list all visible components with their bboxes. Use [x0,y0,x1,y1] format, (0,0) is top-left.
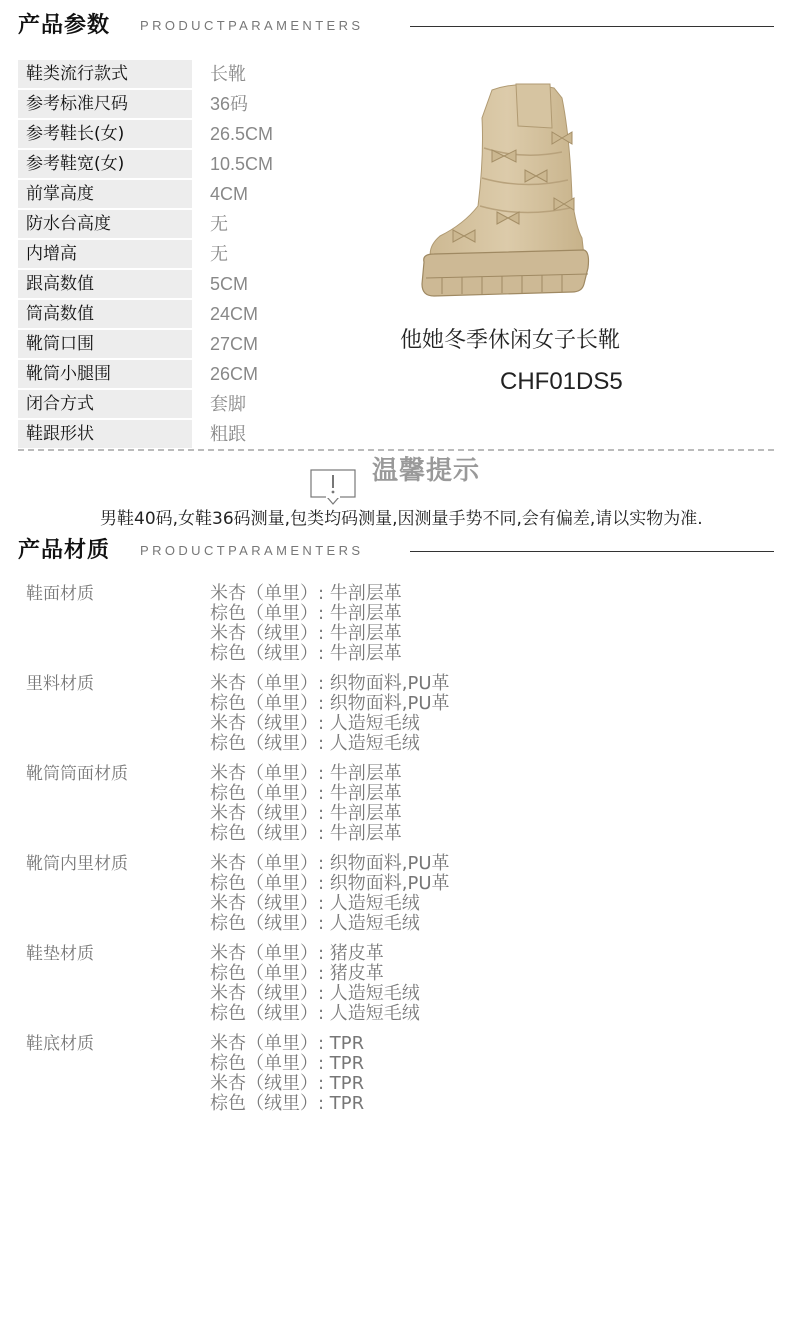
param-row [18,239,378,269]
material-group [26,674,626,764]
material-value-line: 米杏（绒里）: TPR [210,1073,365,1094]
section-header-params [18,10,774,42]
param-row [18,209,378,239]
param-value: 5CM [210,274,249,294]
material-group [26,1034,626,1124]
material-value-line: 米杏（单里）: 织物面料,PU革 [210,853,450,874]
param-row [18,59,378,89]
material-group [26,764,626,854]
material-value-line: 米杏（绒里）: 牛剖层革 [210,803,402,824]
param-key: 防水台高度 [18,210,192,238]
param-row [18,179,378,209]
material-value-line: 棕色（绒里）: 人造短毛绒 [210,913,420,934]
param-key: 筒高数值 [18,300,192,328]
material-value-line: 棕色（单里）: 猪皮革 [210,963,384,984]
material-values [210,854,450,934]
section-rule [410,551,774,552]
material-value-line: 米杏（绒里）: 人造短毛绒 [210,713,420,734]
param-row [18,299,378,329]
param-key: 内增高 [18,240,192,268]
material-values [210,1034,364,1114]
param-key: 闭合方式 [18,390,192,418]
material-key: 鞋垫材质 [26,944,94,964]
exclamation-speech-bubble-icon [310,469,356,505]
param-value: 26CM [210,364,259,384]
material-value-line: 米杏（单里）: 牛剖层革 [210,583,402,604]
material-value-line: 米杏（单里）: 织物面料,PU革 [210,673,450,694]
param-row [18,89,378,119]
param-row [18,329,378,359]
tip-title: 温馨提示 [372,456,481,486]
section-title: 产品材质 [18,538,111,563]
section-header-materials [18,535,774,567]
material-value-line: 米杏（绒里）: 人造短毛绒 [210,983,420,1004]
param-value: 36码 [210,94,249,114]
param-value: 27CM [210,334,259,354]
material-value-line: 棕色（单里）: 牛剖层革 [210,783,402,804]
material-value-line: 米杏（单里）: 牛剖层革 [210,763,402,784]
param-key: 靴筒小腿围 [18,360,192,388]
material-value-line: 棕色（绒里）: 牛剖层革 [210,823,402,844]
param-value: 套脚 [210,394,246,414]
material-value-line: 棕色（绒里）: 人造短毛绒 [210,733,420,754]
param-value: 粗跟 [210,424,246,444]
material-values [210,584,402,664]
param-key: 参考鞋宽(女) [18,150,192,178]
material-values [210,944,420,1024]
section-rule [410,26,774,27]
material-key: 靴筒内里材质 [26,854,128,874]
material-group [26,584,626,674]
material-group [26,854,626,944]
material-values [210,764,402,844]
material-value-line: 米杏（绒里）: 人造短毛绒 [210,893,420,914]
material-key: 靴筒筒面材质 [26,764,128,784]
param-row [18,269,378,299]
param-row [18,149,378,179]
material-values [210,674,450,754]
material-value-line: 棕色（单里）: TPR [210,1053,365,1074]
params-table [18,59,378,449]
param-key: 鞋类流行款式 [18,60,192,88]
param-key: 鞋跟形状 [18,420,192,448]
param-row [18,389,378,419]
param-key: 参考标准尺码 [18,90,192,118]
material-key: 鞋底材质 [26,1034,94,1054]
param-row [18,119,378,149]
param-value: 10.5CM [210,154,274,174]
material-value-line: 米杏（绒里）: 牛剖层革 [210,623,402,644]
material-value-line: 棕色（绒里）: TPR [210,1093,365,1114]
dashed-divider [18,449,774,451]
material-key: 鞋面材质 [26,584,94,604]
material-value-line: 棕色（绒里）: 人造短毛绒 [210,1003,420,1024]
param-key: 参考鞋长(女) [18,120,192,148]
material-value-line: 棕色（单里）: 织物面料,PU革 [210,693,450,714]
param-row [18,419,378,449]
tip-text: 男鞋40码,女鞋36码测量,包类均码测量,因测量手势不同,会有偏差,请以实物为准. [100,509,703,529]
product-name: 他她冬季休闲女子长靴 [400,328,621,353]
param-value: 长靴 [210,64,246,84]
param-key: 靴筒口围 [18,330,192,358]
param-key: 前掌高度 [18,180,192,208]
param-value: 无 [210,244,228,264]
material-value-line: 棕色（单里）: 牛剖层革 [210,603,402,624]
param-value: 4CM [210,184,249,204]
param-value: 26.5CM [210,124,274,144]
material-value-line: 棕色（单里）: 织物面料,PU革 [210,873,450,894]
section-title: 产品参数 [18,13,111,38]
param-value: 24CM [210,304,259,324]
param-row [18,359,378,389]
material-key: 里料材质 [26,674,94,694]
product-code: CHF01DS5 [500,368,623,395]
param-key: 跟高数值 [18,270,192,298]
material-group [26,944,626,1034]
materials-list [26,584,626,1124]
boot-image [412,78,602,308]
section-subtitle: PRODUCTPARAMENTERS [140,543,364,558]
material-value-line: 米杏（单里）: 猪皮革 [210,943,384,964]
material-value-line: 米杏（单里）: TPR [210,1033,365,1054]
material-value-line: 棕色（绒里）: 牛剖层革 [210,643,402,664]
section-subtitle: PRODUCTPARAMENTERS [140,18,364,33]
param-value: 无 [210,214,228,234]
